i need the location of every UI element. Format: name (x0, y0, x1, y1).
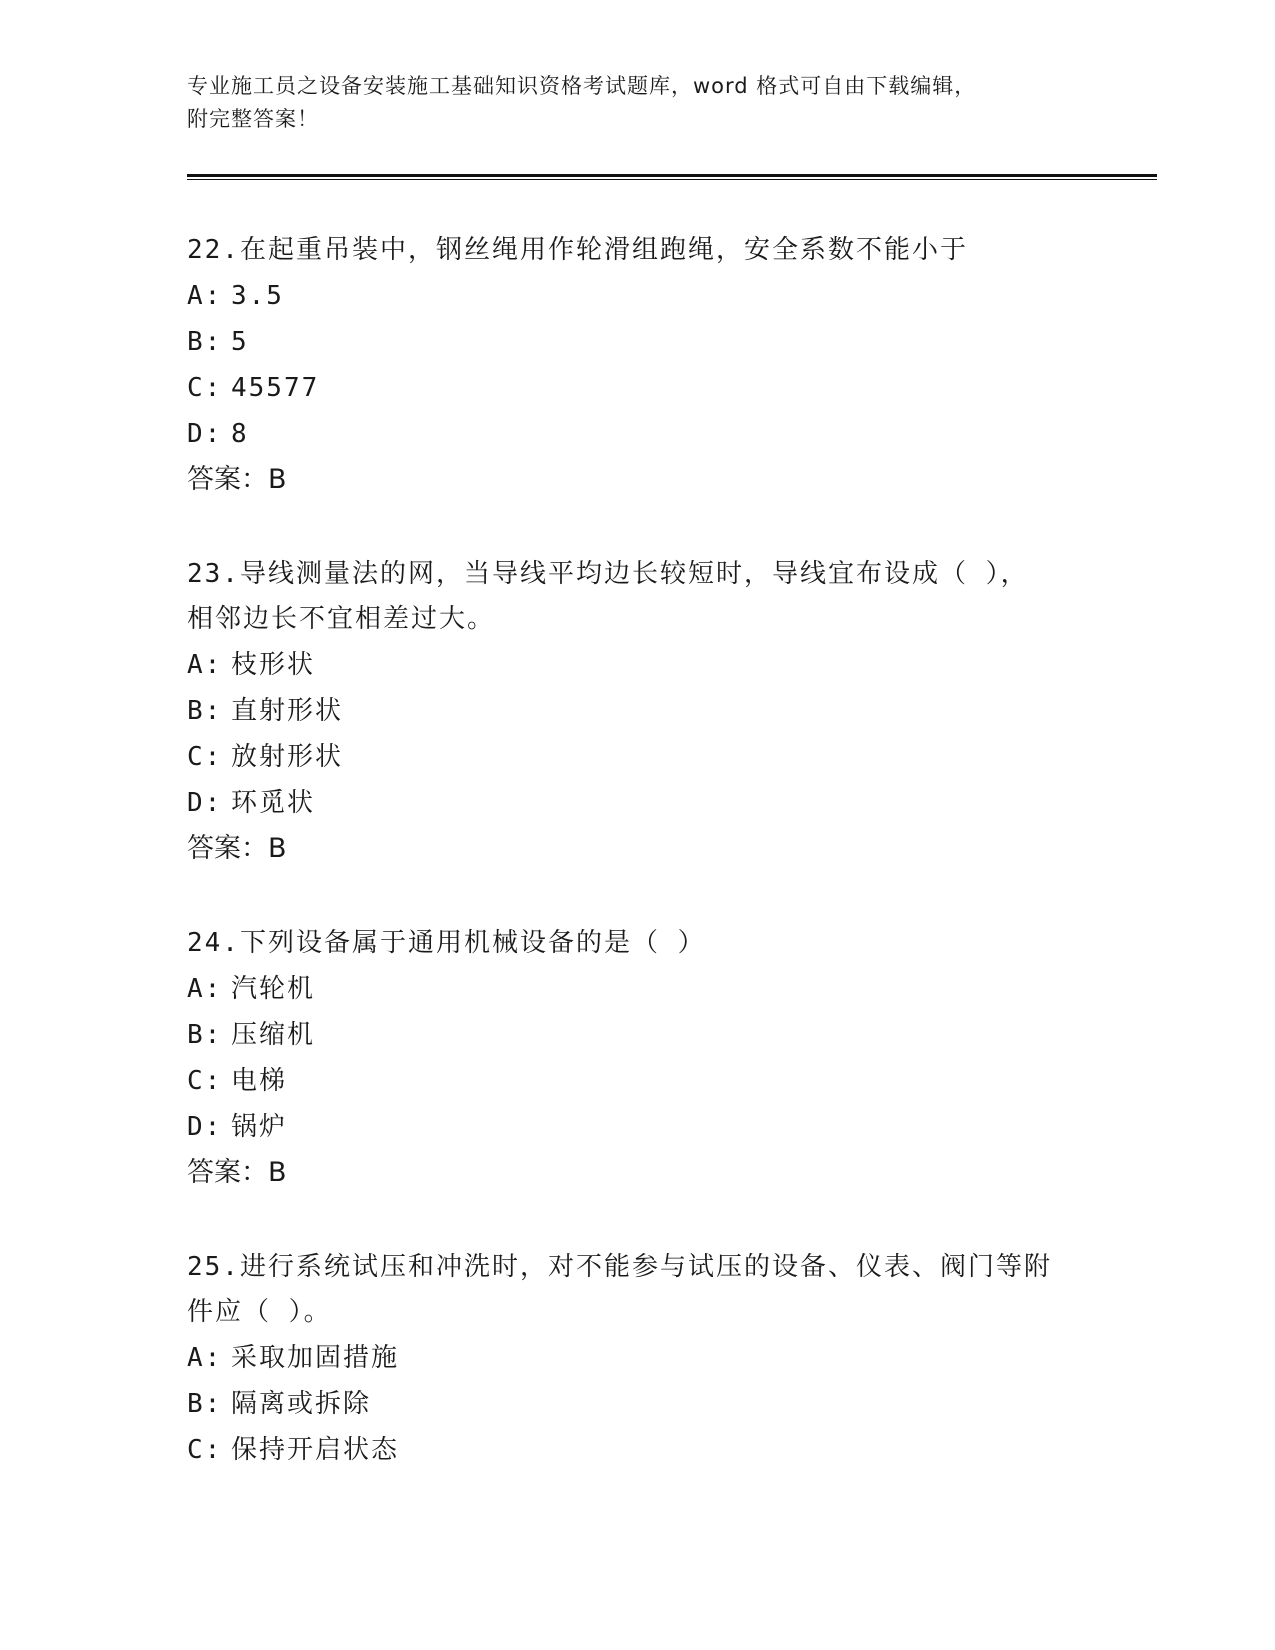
option-letter: C: (187, 742, 223, 772)
option-text: 环觅状 (231, 788, 316, 818)
option-d (187, 411, 1157, 457)
header-line-2: 附完整答案！ (187, 107, 319, 131)
question-text-continued: 件应（ ）。 (187, 1297, 332, 1327)
option-a (187, 273, 1157, 319)
option-letter: B: (187, 1020, 223, 1050)
question-text: 23.导线测量法的网，当导线平均边长较短时，导线宜布设成（ ）， (187, 559, 1029, 589)
option-d (187, 780, 1157, 826)
option-text: 压缩机 (231, 1020, 316, 1050)
option-letter: A: (187, 974, 223, 1004)
header-divider (187, 174, 1157, 180)
question-22 (187, 228, 1157, 503)
option-text: 3.5 (231, 281, 284, 311)
option-text: 8 (231, 419, 249, 449)
option-text: 枝形状 (231, 650, 316, 680)
option-c (187, 1427, 1157, 1473)
option-letter: B: (187, 696, 223, 726)
option-a (187, 642, 1157, 688)
option-letter: B: (187, 1389, 223, 1419)
option-text: 5 (231, 327, 249, 357)
option-a (187, 1335, 1157, 1381)
option-letter: B: (187, 327, 223, 357)
question-23 (187, 552, 1157, 872)
question-text: 25.进行系统试压和冲洗时，对不能参与试压的设备、仪表、阀门等附 (187, 1252, 1052, 1282)
option-letter: A: (187, 281, 223, 311)
option-text: 锅炉 (231, 1112, 288, 1142)
option-c (187, 365, 1157, 411)
header-line-1: 专业施工员之设备安装施工基础知识资格考试题库，word 格式可自由下载编辑， (187, 74, 977, 98)
question-text: 22.在起重吊装中，钢丝绳用作轮滑组跑绳，安全系数不能小于 (187, 235, 968, 265)
option-letter: D: (187, 788, 223, 818)
question-25 (187, 1245, 1157, 1473)
option-text: 保持开启状态 (231, 1435, 400, 1465)
option-letter: A: (187, 1343, 223, 1373)
document-page (187, 70, 1157, 1473)
option-text: 直射形状 (231, 696, 344, 726)
option-b (187, 688, 1157, 734)
option-b (187, 319, 1157, 365)
question-text-continued: 相邻边长不宜相差过大。 (187, 604, 496, 634)
option-letter: A: (187, 650, 223, 680)
answer: 答案：B (187, 464, 287, 495)
option-b (187, 1012, 1157, 1058)
option-letter: C: (187, 1435, 223, 1465)
option-letter: C: (187, 1066, 223, 1096)
option-letter: D: (187, 419, 223, 449)
option-c (187, 734, 1157, 780)
option-text: 放射形状 (231, 742, 344, 772)
option-text: 汽轮机 (231, 974, 316, 1004)
option-b (187, 1381, 1157, 1427)
question-text: 24.下列设备属于通用机械设备的是（ ） (187, 928, 706, 958)
option-a (187, 966, 1157, 1012)
option-text: 45577 (231, 373, 320, 403)
option-c (187, 1058, 1157, 1104)
option-text: 隔离或拆除 (231, 1389, 372, 1419)
option-letter: C: (187, 373, 223, 403)
question-24 (187, 921, 1157, 1196)
answer: 答案：B (187, 833, 287, 864)
option-letter: D: (187, 1112, 223, 1142)
option-d (187, 1104, 1157, 1150)
answer: 答案：B (187, 1157, 287, 1188)
option-text: 采取加固措施 (231, 1343, 400, 1373)
option-text: 电梯 (231, 1066, 288, 1096)
